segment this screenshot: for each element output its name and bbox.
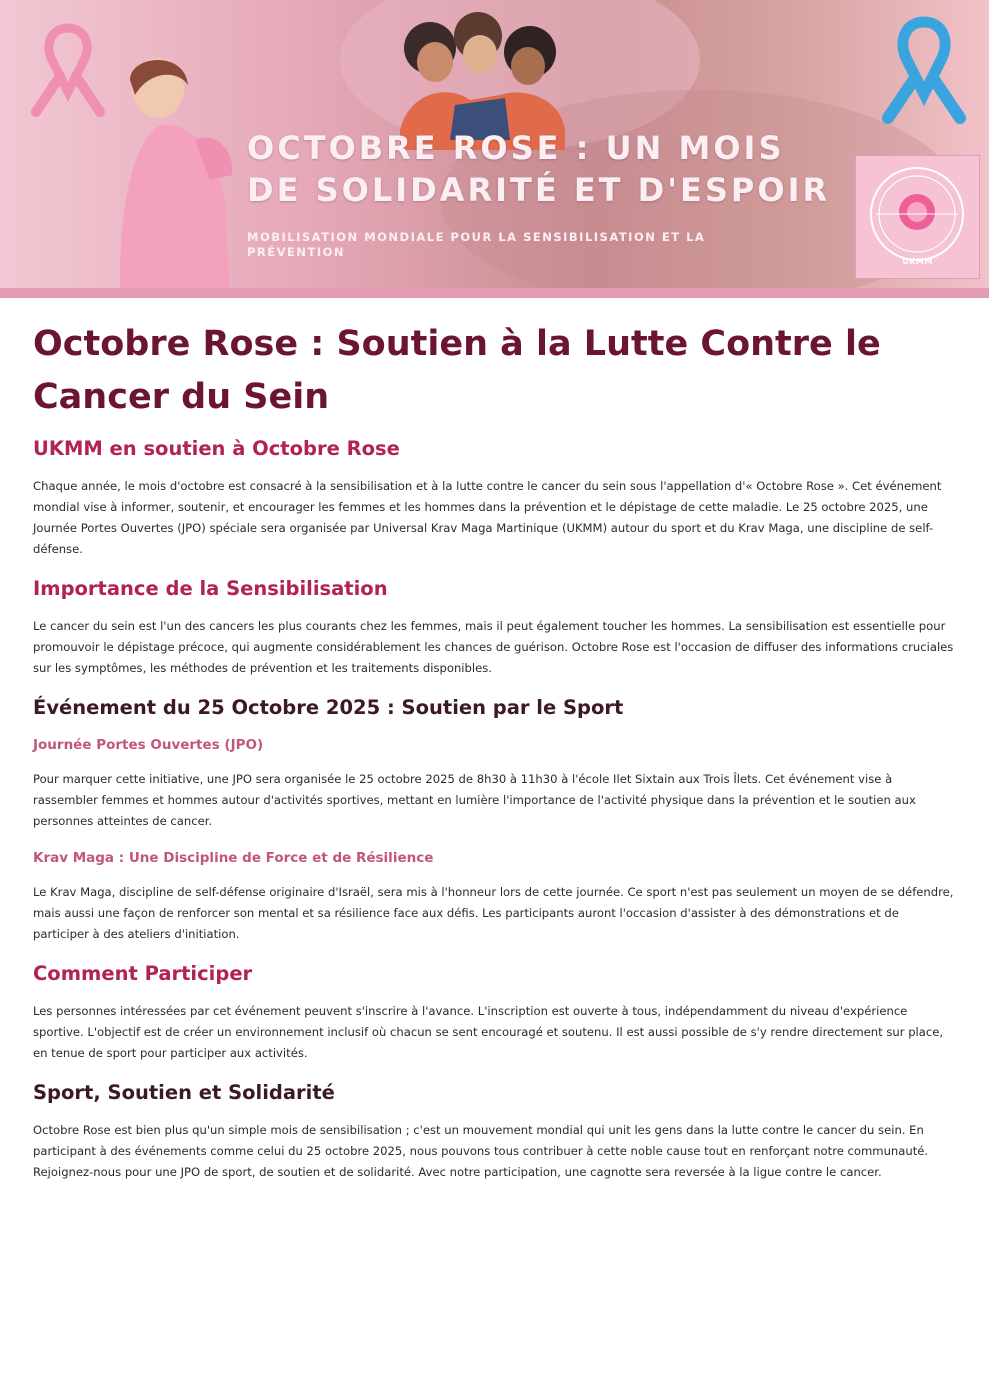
section-paragraph: Les personnes intéressées par cet événement peuvent s'inscrire à l'avance. L'inscription est ouverte à tous, indépendamment du niveau d'expérience sportive. L'objectif est de créer un environnement inclusif où chacun se sent encouragé et soutenu. Il est aussi possible de s'y rendre directement sur place, en tenue de sport pour participer aux activités. bbox=[33, 1004, 944, 1060]
subsection-paragraph: Le Krav Maga, discipline de self-défense originaire d'Israël, sera mis à l'honneur lors de cette journée. Ce sport n'est pas seulement un moyen de se défendre, mais aussi une façon de renforcer son mental et sa résilience face aux défis. Les participants auront l'occasion d'assister à des démonstrations et de participer à des ateliers d'initiation. bbox=[33, 885, 954, 941]
logo-text: UKMM bbox=[902, 257, 933, 266]
woman-illustration bbox=[120, 58, 232, 298]
banner-stripe bbox=[0, 288, 989, 298]
ukmm-logo bbox=[855, 155, 980, 279]
section-evenement bbox=[33, 695, 958, 945]
banner-title: OCTOBRE ROSE : UN MOIS DE SOLIDARITÉ ET D'ESPOIR bbox=[247, 129, 831, 209]
section-heading: UKMM en soutien à Octobre Rose bbox=[33, 437, 400, 460]
section-paragraph: Le cancer du sein est l'un des cancers les plus courants chez les femmes, mais il peut également toucher les hommes. La sensibilisation est essentielle pour promouvoir le dépistage précoce, qui augmente considérablement les chances de guérison. Octobre Rose est l'occasion de diffuser des informations cruciales sur les symptômes, les méthodes de prévention et les traitements disponibles. bbox=[33, 619, 954, 675]
pink-ribbon-icon bbox=[36, 28, 100, 112]
section-heading: Importance de la Sensibilisation bbox=[33, 577, 388, 600]
section-paragraph: Octobre Rose est bien plus qu'un simple mois de sensibilisation ; c'est un mouvement mondial qui unit les gens dans la lutte contre le cancer du sein. En participant à des événements comme celui du 25 octobre 2025, nous pouvons tous contribuer à cette noble cause tout en renforçant notre communauté. Rejoignez-nous pour une JPO de sport, de soutien et de solidarité. Avec notre participation, une cagnotte sera reversée à la ligue contre le cancer. bbox=[33, 1123, 929, 1179]
section-ukmm-soutien bbox=[33, 436, 958, 560]
section-solidarite bbox=[33, 1080, 958, 1183]
header-banner bbox=[0, 0, 989, 298]
section-heading: Sport, Soutien et Solidarité bbox=[33, 1081, 335, 1104]
section-sensibilisation bbox=[33, 576, 958, 679]
subsection-heading: Journée Portes Ouvertes (JPO) bbox=[33, 737, 264, 753]
blue-ribbon-icon bbox=[888, 22, 960, 118]
banner-subtitle: MOBILISATION MONDIALE POUR LA SENSIBILISATION ET LA PRÉVENTION bbox=[247, 230, 706, 259]
section-paragraph: Chaque année, le mois d'octobre est consacré à la sensibilisation et à la lutte contre le cancer du sein sous l'appellation d'« Octobre Rose ». Cet événement mondial vise à informer, soutenir, et encourager les femmes et les hommes dans la prévention et le dépistage de cette maladie. Le 25 octobre 2025, une Journée Portes Ouvertes (JPO) spéciale sera organisée par Universal Krav Maga Martinique (UKMM) autour du sport et du Krav Maga, une discipline de self-défense. bbox=[33, 479, 942, 556]
subsection-paragraph: Pour marquer cette initiative, une JPO sera organisée le 25 octobre 2025 de 8h30 à 11h30 à l'école Ilet Sixtain aux Trois Îlets. Cet événement vise à rassembler femmes et hommes autour d'activités sportives, mettant en lumière l'importance de l'activité physique dans la prévention et le soutien aux personnes atteintes de cancer. bbox=[33, 772, 916, 828]
article-title: Octobre Rose : Soutien à la Lutte Contre le Cancer du Sein bbox=[33, 324, 881, 417]
section-heading: Événement du 25 Octobre 2025 : Soutien par le Sport bbox=[33, 696, 624, 719]
article bbox=[33, 318, 958, 1199]
section-heading: Comment Participer bbox=[33, 962, 253, 985]
subsection-heading: Krav Maga : Une Discipline de Force et de Résilience bbox=[33, 850, 434, 866]
section-participer bbox=[33, 961, 958, 1064]
